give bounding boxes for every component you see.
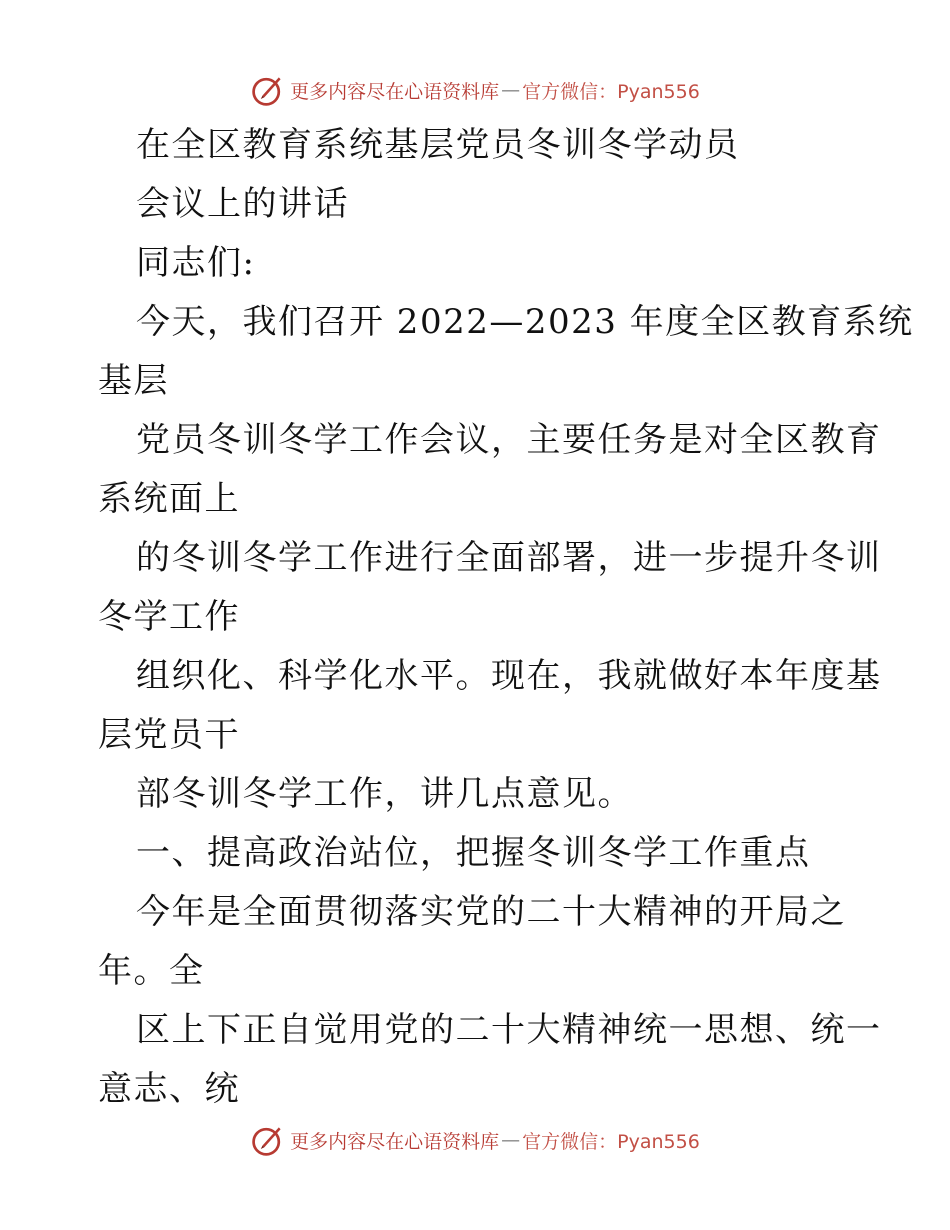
quill-logo-icon xyxy=(250,72,286,108)
footer-watermark xyxy=(0,1120,950,1160)
text-line: 意志、统 xyxy=(98,1069,240,1109)
text-line: 系统面上 xyxy=(98,479,240,519)
title-line-1: 在全区教育系统基层党员冬训冬学动员 xyxy=(136,125,740,165)
text-line: 冬学工作 xyxy=(98,597,240,637)
section-heading: 一、提高政治站位，把握冬训冬学工作重点 xyxy=(136,833,811,873)
text-line: 组织化、科学化水平。现在，我就做好本年度基 xyxy=(136,656,882,696)
title-line-2: 会议上的讲话 xyxy=(136,184,349,224)
text-line: 党员冬训冬学工作会议，主要任务是对全区教育 xyxy=(136,420,882,460)
text-line: 年。全 xyxy=(98,951,205,991)
watermark-wechat-text: 官方微信：Pyan556 xyxy=(522,80,700,103)
watermark-separator: — xyxy=(501,79,521,101)
watermark-separator: — xyxy=(501,1129,521,1151)
quill-logo-icon xyxy=(250,1122,286,1158)
watermark-main-text: 更多内容尽在心语资料库 xyxy=(290,1130,500,1153)
text-line: 今年是全面贯彻落实党的二十大精神的开局之 xyxy=(136,892,846,932)
text-line: 今天，我们召开 2022—2023 年度全区教育系统 xyxy=(136,302,914,342)
text-line: 的冬训冬学工作进行全面部署，进一步提升冬训 xyxy=(136,538,882,578)
header-watermark xyxy=(0,70,950,110)
salutation: 同志们: xyxy=(136,243,256,283)
text-line: 基层 xyxy=(98,361,169,401)
watermark-wechat-text: 官方微信：Pyan556 xyxy=(522,1130,700,1153)
text-line: 层党员干 xyxy=(98,715,240,755)
text-line: 区上下正自觉用党的二十大精神统一思想、统一 xyxy=(136,1010,882,1050)
watermark-main-text: 更多内容尽在心语资料库 xyxy=(290,80,500,103)
text-line: 部冬训冬学工作，讲几点意见。 xyxy=(136,774,633,814)
